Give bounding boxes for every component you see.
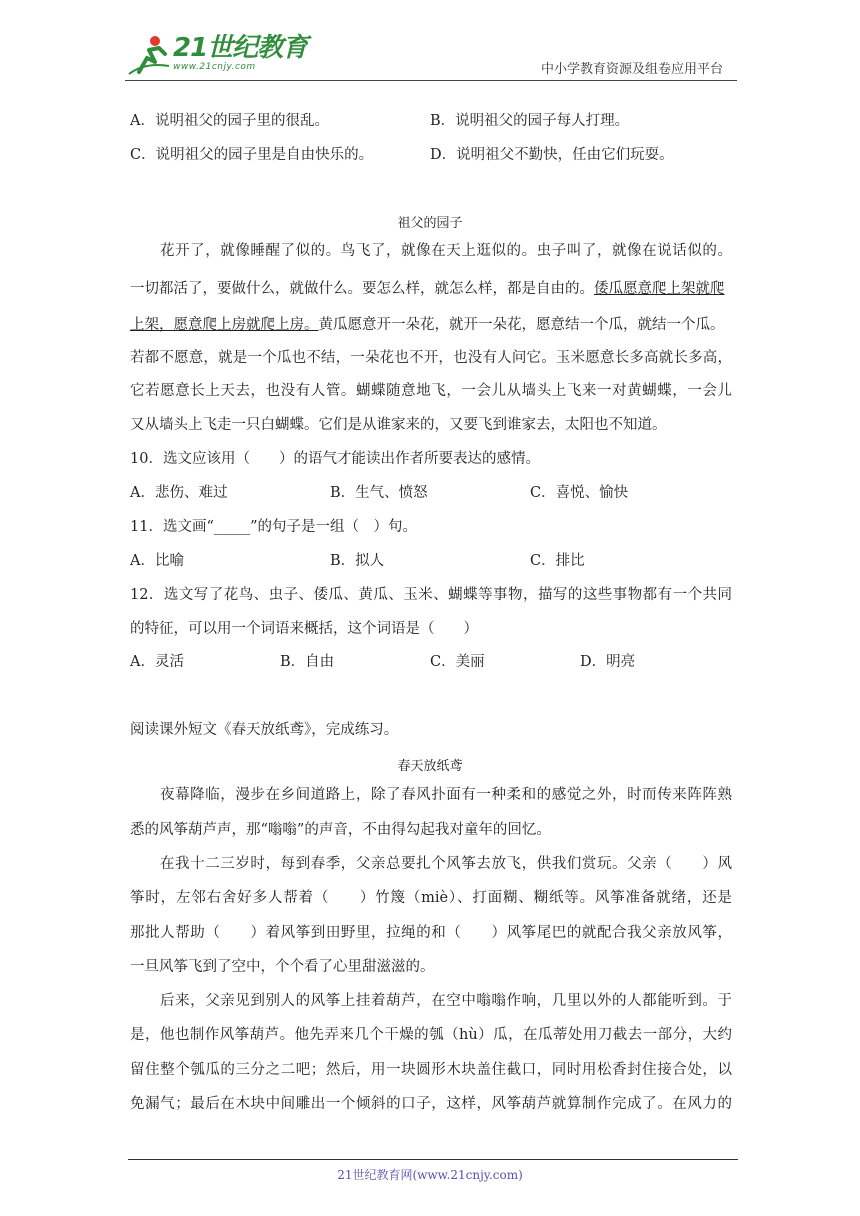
passage1-title: 祖父的园子	[397, 216, 463, 231]
q10-option-b: B．生气、愤怒	[330, 485, 428, 501]
passage1-line4: 若都不愿意，就是一个瓜也不结，一朵花也不开，也没有人问它。玉米愿意长多高就长多高，	[130, 350, 732, 366]
page-header	[125, 30, 737, 81]
passage2-p1-line1: 夜幕降临，漫步在乡间道路上，除了春风扑面有一种柔和的感觉之外，时而传来阵阵熟	[160, 787, 732, 803]
footer-text: 21世纪教育网(www.21cnjy.com)	[337, 1168, 523, 1182]
passage2-p3-line3: 留住整个瓠瓜的三分之二吧；然后，用一块圆形木块盖住截口，同时用松香封住接合处，以	[130, 1062, 732, 1078]
passage1-line3-text: 黄瓜愿意开一朵花，就开一朵花，愿意结一个瓜，就结一个瓜。	[318, 317, 725, 333]
option-d: D．说明祖父不勤快，任由它们玩耍。	[430, 147, 674, 163]
passage2-p1-line2: 悉的风筝葫芦声，那“嗡嗡”的声音，不由得勾起我对童年的回忆。	[130, 822, 551, 838]
passage2-title: 春天放纸鸢	[397, 759, 463, 774]
passage2-p3-line1: 后来，父亲见到别人的风筝上挂着葫芦，在空中嗡嗡作响，几里以外的人都能听到。于	[160, 993, 732, 1009]
passage2-p2-line4: 一旦风筝飞到了空中，个个看了心里甜滋滋的。	[130, 959, 435, 975]
q12-option-d: D．明亮	[580, 654, 636, 670]
q12-stem-line1: 12．选文写了花鸟、虫子、倭瓜、黄瓜、玉米、蝴蝶等事物，描写的这些事物都有一个共同	[130, 587, 732, 603]
logo-main-text: 21世纪教育	[173, 33, 308, 63]
footer-divider	[128, 1159, 738, 1160]
option-b: B．说明祖父的园子每人打理。	[430, 113, 630, 129]
passage1-line2-text: 一切都活了，要做什么，就做什么。要怎么样，就怎么样，都是自由的。	[130, 281, 594, 297]
q11-option-c: C．排比	[530, 553, 585, 569]
passage2-p3-line2: 是，他也制作风筝葫芦。他先弄来几个干燥的瓠（hù）瓜，在瓜蒂处用刀截去一部分，大约	[130, 1027, 732, 1043]
option-c: C．说明祖父的园子里是自由快乐的。	[130, 147, 374, 163]
logo	[125, 32, 307, 76]
q10-stem: 10．选文应该用（ ）的语气才能读出作者所要表达的感情。	[130, 451, 540, 467]
runner-logo-icon	[125, 32, 171, 76]
option-a: A．说明祖父的园子里的很乱。	[130, 113, 329, 129]
q12-option-c: C．美丽	[430, 654, 485, 670]
q11-stem: 11．选文画“_____”的句子是一组（ ）句。	[130, 519, 418, 535]
q10-option-a: A．悲伤、难过	[130, 485, 228, 501]
logo-url-text: www.21cnjy.com	[173, 62, 256, 72]
q11-option-b: B．拟人	[330, 553, 385, 569]
passage1-line6: 又从墙头上飞走一只白蝴蝶。它们是从谁家来的，又要飞到谁家去，太阳也不知道。	[130, 417, 667, 433]
passage1-line2	[130, 279, 732, 299]
q12-stem-line2: 的特征，可以用一个词语来概括，这个词语是（ ）	[130, 621, 478, 637]
passage1-line5: 它若愿意长上天去，也没有人管。蝴蝶随意地飞，一会儿从墙头上飞来一对黄蝴蝶，一会儿	[130, 383, 732, 399]
passage2-p2-line1: 在我十二三岁时，每到春季，父亲总要扎个风筝去放飞，供我们赏玩。父亲（ ）风	[160, 856, 732, 872]
underlined-sentence-part1: 倭瓜愿意爬上架就爬	[594, 281, 725, 297]
passage1-line3	[130, 315, 732, 335]
passage2-p3-line4: 免漏气；最后在木块中间雕出一个倾斜的口子，这样，风筝葫芦就算制作完成了。在风力的	[130, 1096, 732, 1112]
reading-instruction: 阅读课外短文《春天放纸鸢》，完成练习。	[130, 722, 399, 738]
passage2-p2-line2: 筝时，左邻右舍好多人帮着（ ）竹篾（miè）、打面糊、糊纸等。风筝准备就绪，还是	[130, 890, 732, 906]
q12-option-b: B．自由	[280, 654, 335, 670]
q11-option-a: A．比喻	[130, 553, 184, 569]
underlined-sentence-part2: 上架，愿意爬上房就爬上房。	[130, 317, 319, 333]
passage2-p2-line3: 那批人帮助（ ）着风筝到田野里，拉绳的和（ ）风筝尾巴的就配合我父亲放风筝，	[130, 925, 732, 941]
passage1-line1: 花开了，就像睡醒了似的。鸟飞了，就像在天上逛似的。虫子叫了，就像在说话似的。	[160, 243, 732, 259]
platform-name: 中小学教育资源及组卷应用平台	[540, 62, 723, 77]
q10-option-c: C．喜悦、愉快	[530, 485, 629, 501]
q12-option-a: A．灵活	[130, 654, 184, 670]
